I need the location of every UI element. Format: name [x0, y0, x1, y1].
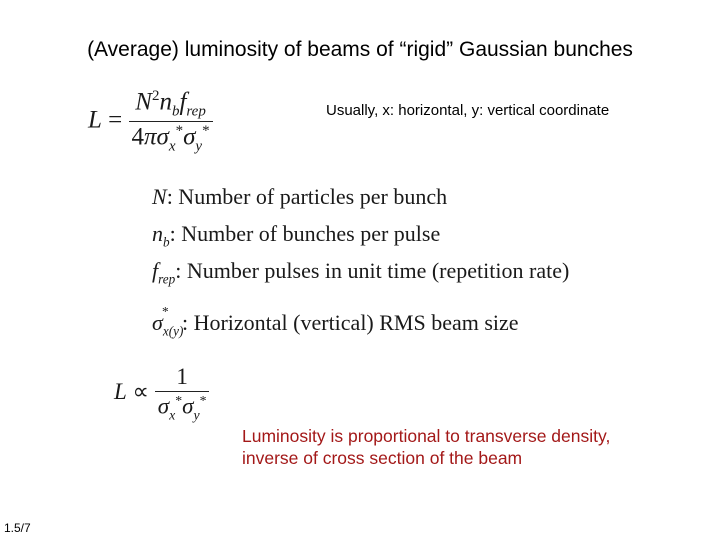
coordinate-note: Usually, x: horizontal, y: vertical coordinate [326, 102, 610, 119]
proportional-numerator: 1 [176, 364, 188, 389]
symbol-sigma: $\sigma_{x(y)}^*$ [152, 304, 184, 339]
proportional-formula [114, 364, 209, 423]
page-number: 1.5/7 [4, 521, 31, 535]
formula-numerator: $N^2n_bf_{rep}$ [135, 88, 206, 120]
symbol-frep: $f_{rep}$ [152, 258, 176, 287]
definition-text: : Number pulses in unit time (repetition rate) [175, 258, 570, 283]
definition-text: : Number of particles per bunch [166, 184, 448, 209]
definition-text: : Number of bunches per pulse [169, 221, 441, 246]
formula-fraction [129, 88, 213, 156]
proportional-fraction [155, 364, 210, 423]
fraction-bar [129, 121, 213, 122]
proportional-note-line1: Luminosity is proportional to transverse density, [242, 426, 611, 446]
proportional-denominator: $\sigma_x^*\sigma_y^*$ [157, 393, 207, 423]
formula-lhs: L [88, 106, 102, 134]
definition-n [152, 184, 447, 210]
formula-equals: = [108, 106, 123, 134]
symbol-n: N [152, 184, 167, 209]
definition-frep [152, 258, 569, 287]
proportional-symbol: ∝ [132, 378, 149, 404]
formula-lhs: L [114, 378, 127, 404]
luminosity-formula [88, 88, 213, 156]
definition-text: : Horizontal (vertical) RMS beam size [181, 310, 519, 335]
definition-nb [152, 221, 440, 250]
proportional-note-line2: inverse of cross section of the beam [242, 448, 523, 468]
definition-sigma [152, 304, 519, 339]
proportional-note [242, 425, 610, 469]
symbol-nb: $n_b$ [152, 221, 170, 250]
fraction-bar [155, 391, 210, 392]
slide-title: (Average) luminosity of beams of “rigid” Gaussian bunches [87, 38, 633, 61]
formula-denominator: $4\pi\sigma_x^*\sigma_y^*$ [131, 123, 210, 155]
